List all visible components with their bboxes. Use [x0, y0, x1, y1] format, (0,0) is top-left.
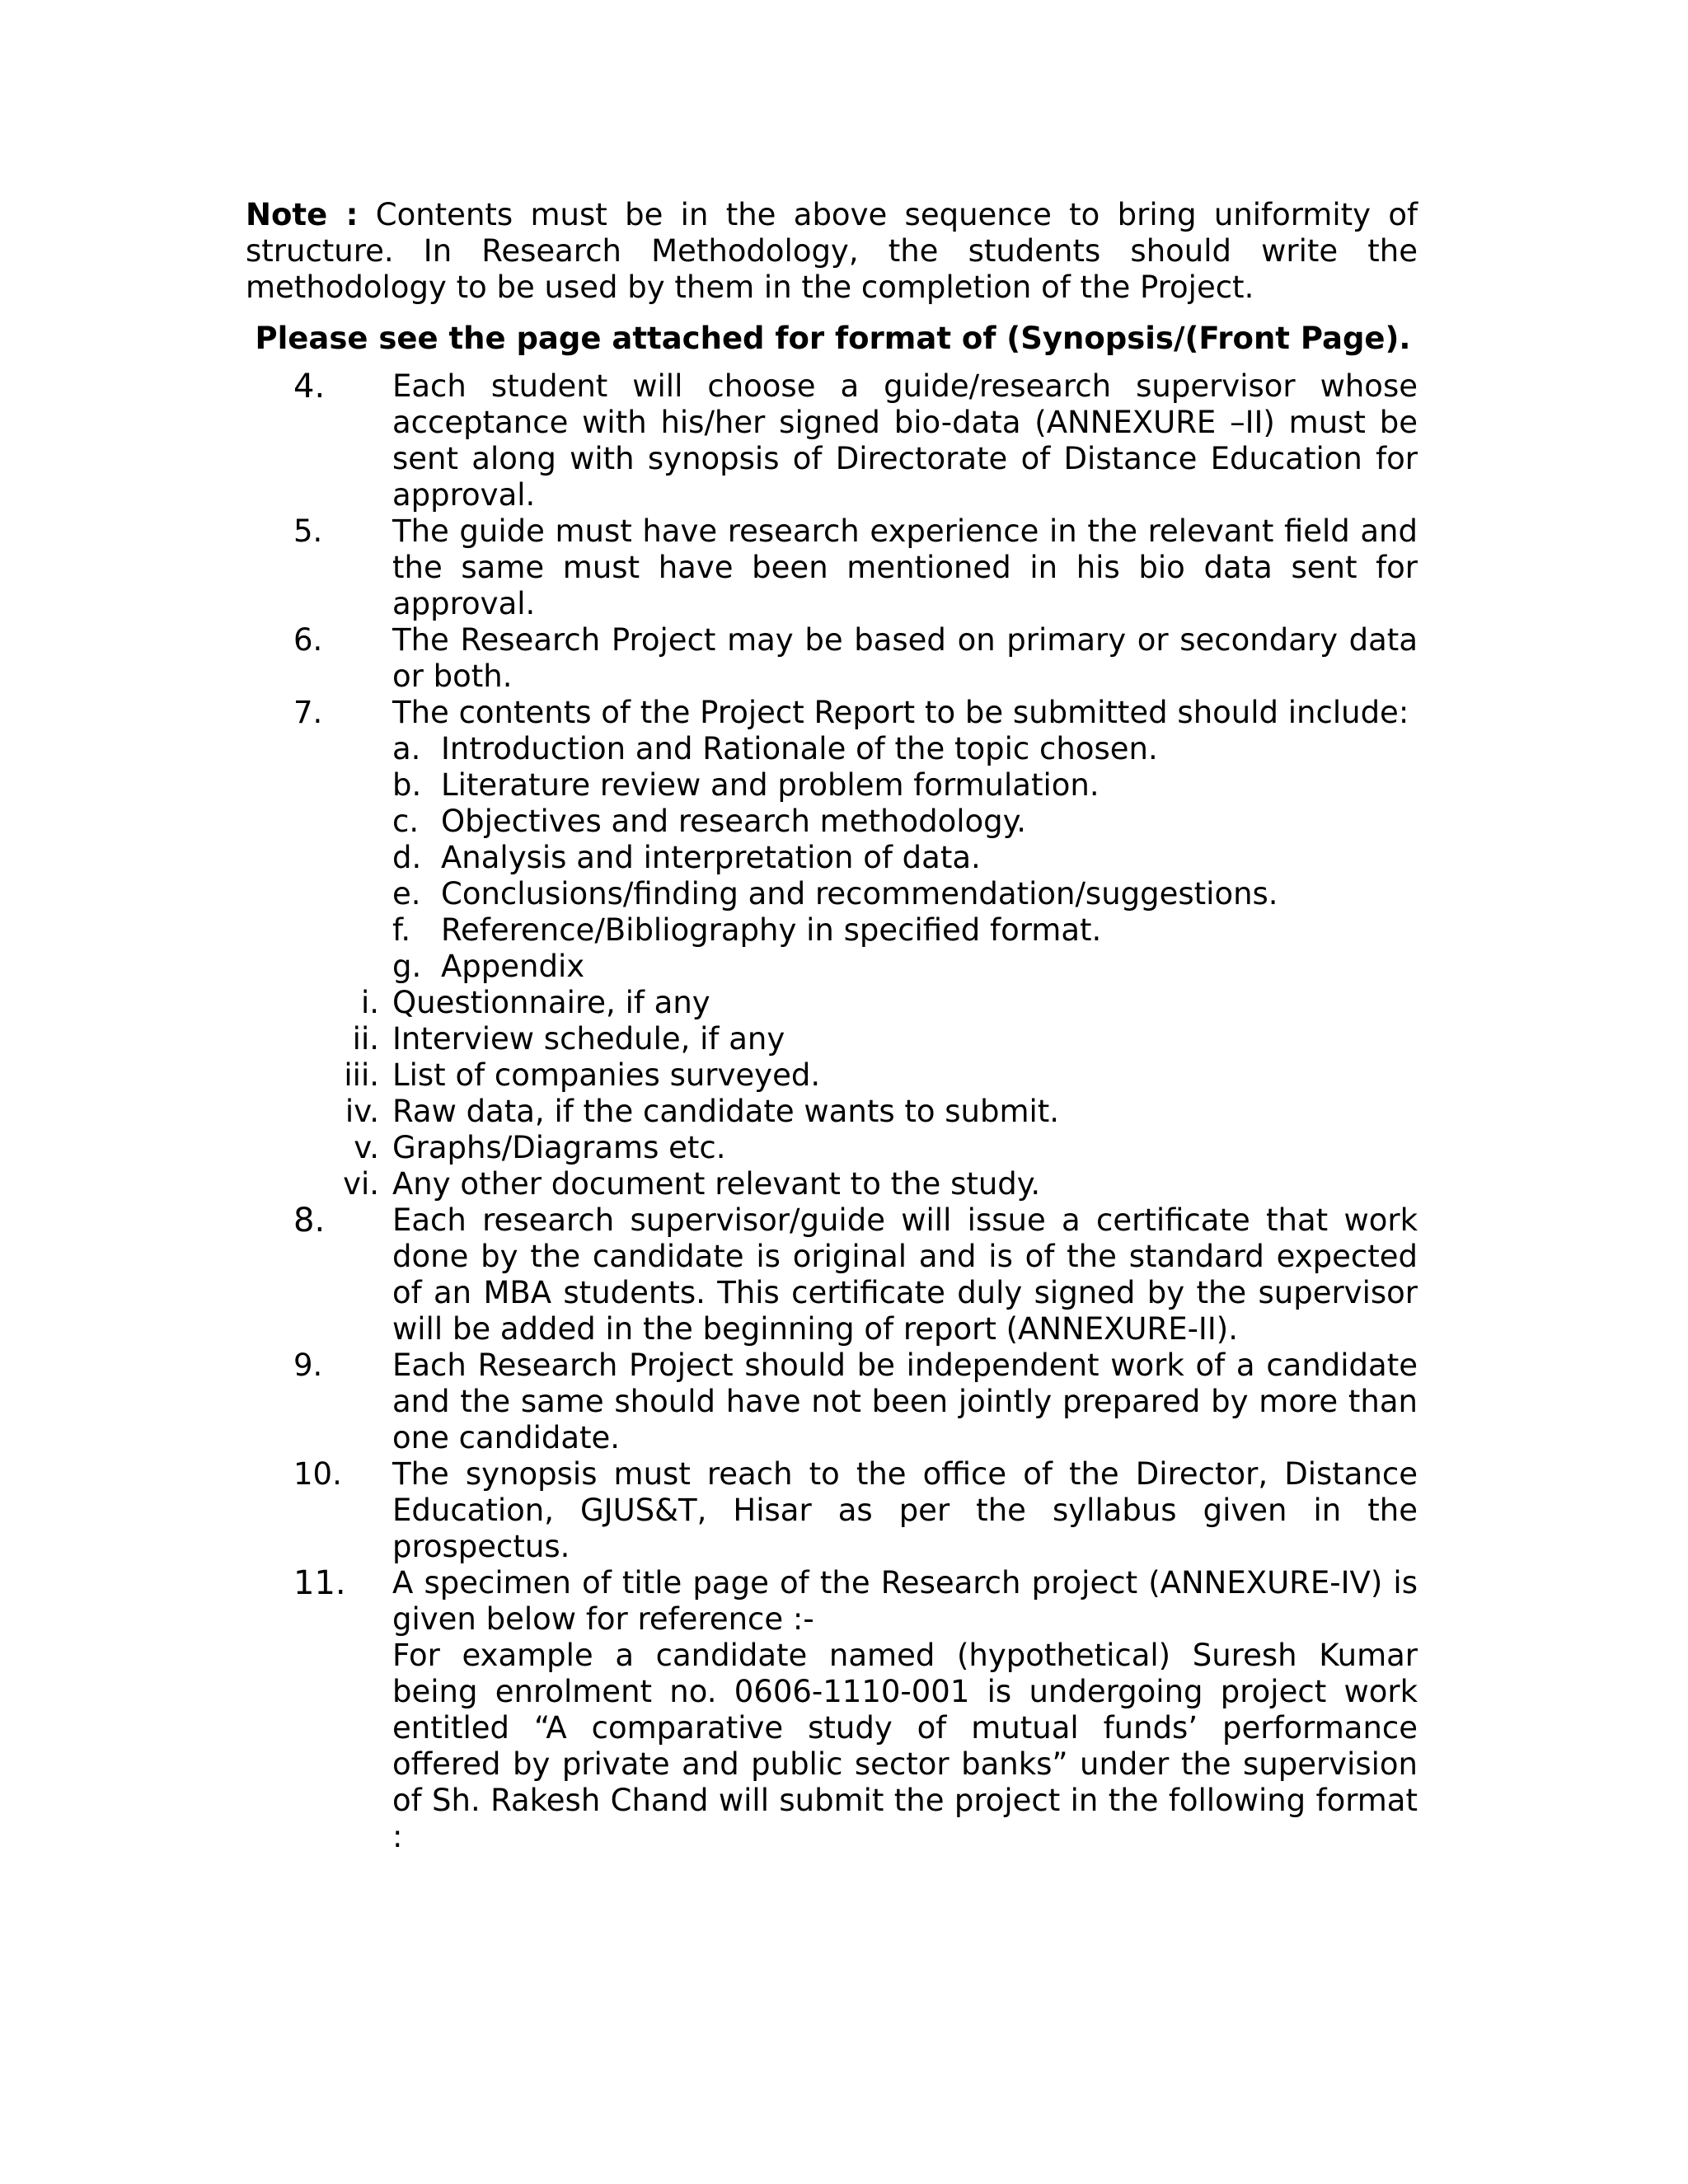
sub-item-c — [392, 804, 1418, 840]
item-text: Each student will choose a guide/research supervisor whose acceptance with his/her signed bio-data (ANNEXURE –II) must be sent along with synopsis of Directorate of Distance Education for approval. — [392, 368, 1418, 513]
sub-item-a — [392, 731, 1418, 767]
appendix-item-ii — [246, 1021, 1418, 1057]
item-text: The Research Project may be based on primary or secondary data or both. — [392, 622, 1418, 694]
list-item-5 — [246, 513, 1418, 622]
sub-item-letter: c. — [392, 804, 420, 839]
sub-item-e — [392, 876, 1418, 912]
note-paragraph — [246, 197, 1418, 306]
note-label: Note : — [246, 197, 359, 232]
sub-item-f — [392, 912, 1418, 949]
list-item-7 — [246, 695, 1418, 1202]
appendix-text: Any other document relevant to the study. — [392, 1166, 1041, 1202]
item-text: Each Research Project should be independent work of a candidate and the same should have not been jointly prepared by more than one candidate. — [392, 1347, 1418, 1455]
list-item-9 — [246, 1347, 1418, 1456]
appendix-roman: iv. — [345, 1094, 379, 1129]
list-item-11 — [246, 1565, 1418, 1855]
sub-item-text: Introduction and Rationale of the topic chosen. — [441, 731, 1158, 766]
appendix-item-vi — [246, 1166, 1418, 1202]
list-item-6 — [246, 622, 1418, 695]
appendix-text: List of companies surveyed. — [392, 1057, 821, 1093]
item-text: The contents of the Project Report to be submitted should include: — [392, 695, 1409, 730]
sub-item-letter: a. — [392, 731, 421, 766]
attach-notice: Please see the page attached for format of (Synopsis/(Front Page). — [255, 321, 1411, 356]
item-number: 4. — [293, 368, 326, 405]
appendix-text: Raw data, if the candidate wants to submit. — [392, 1094, 1060, 1129]
sub-item-text: Literature review and problem formulation. — [441, 767, 1100, 803]
appendix-text: Questionnaire, if any — [392, 985, 710, 1020]
item-number: 10. — [293, 1456, 342, 1492]
sub-item-letter: g. — [392, 949, 422, 984]
sub-item-b — [392, 767, 1418, 804]
item-text: The guide must have research experience in the relevant field and the same must have been mentioned in his bio data sent for approval. — [392, 513, 1418, 621]
appendix-roman: vi. — [343, 1166, 379, 1202]
sub-item-text: Conclusions/finding and recommendation/suggestions. — [441, 876, 1278, 912]
sub-item-text: Reference/Bibliography in specified format. — [441, 912, 1102, 948]
list-item-4 — [246, 368, 1418, 513]
item-number: 11. — [293, 1564, 346, 1602]
numbered-list — [246, 368, 1418, 1855]
item-number: 9. — [293, 1347, 323, 1383]
sub-item-letter: b. — [392, 767, 422, 803]
sub-item-text: Appendix — [441, 949, 585, 984]
list-item-8 — [246, 1202, 1418, 1347]
item-number: 7. — [293, 695, 323, 730]
document-page — [246, 197, 1418, 1855]
appendix-text: Graphs/Diagrams etc. — [392, 1130, 726, 1165]
sub-item-g — [392, 949, 1418, 985]
appendix-item-iii — [246, 1057, 1418, 1094]
list-item-10 — [246, 1456, 1418, 1565]
item-text: A specimen of title page of the Research project (ANNEXURE-IV) is given below for reference :- — [392, 1565, 1418, 1637]
item-number: 5. — [293, 513, 323, 549]
appendix-roman: iii. — [344, 1057, 379, 1093]
item-number: 6. — [293, 622, 323, 658]
appendix-roman: ii. — [352, 1021, 379, 1057]
item-text: Each research supervisor/guide will issue a certificate that work done by the candidate is original and is of the standard expected of an MBA students. This certificate duly signed by the supervisor will be added in the beginning of report (ANNEXURE-II). — [392, 1202, 1418, 1347]
item-example-text: For example a candidate named (hypothetical) Suresh Kumar being enrolment no. 0606-1110-001 is undergoing project work entitled “A comparative study of mutual funds’ performance offered by private and public sector banks” under the supervision of Sh. Rakesh Chand will submit the project in the following format : — [392, 1638, 1418, 1854]
sub-item-text: Objectives and research methodology. — [441, 804, 1026, 839]
appendix-text: Interview schedule, if any — [392, 1021, 785, 1057]
appendix-item-i — [246, 985, 1418, 1021]
appendix-roman: i. — [360, 985, 379, 1020]
sub-item-letter: e. — [392, 876, 421, 912]
sub-item-letter: f. — [392, 912, 411, 948]
sub-item-d — [392, 840, 1418, 876]
appendix-item-v — [246, 1130, 1418, 1166]
appendix-roman: v. — [354, 1130, 379, 1165]
sub-item-text: Analysis and interpretation of data. — [441, 840, 981, 875]
sub-item-letter: d. — [392, 840, 422, 875]
item-text: The synopsis must reach to the office of the Director, Distance Education, GJUS&T, Hisar as per the syllabus given in the prospectus. — [392, 1456, 1418, 1564]
appendix-item-iv — [246, 1094, 1418, 1130]
item-number: 8. — [293, 1202, 326, 1240]
note-text: Contents must be in the above sequence to bring uniformity of structure. In Research Methodology, the students should write the methodology to be used by them in the completion of the Project. — [246, 197, 1418, 305]
